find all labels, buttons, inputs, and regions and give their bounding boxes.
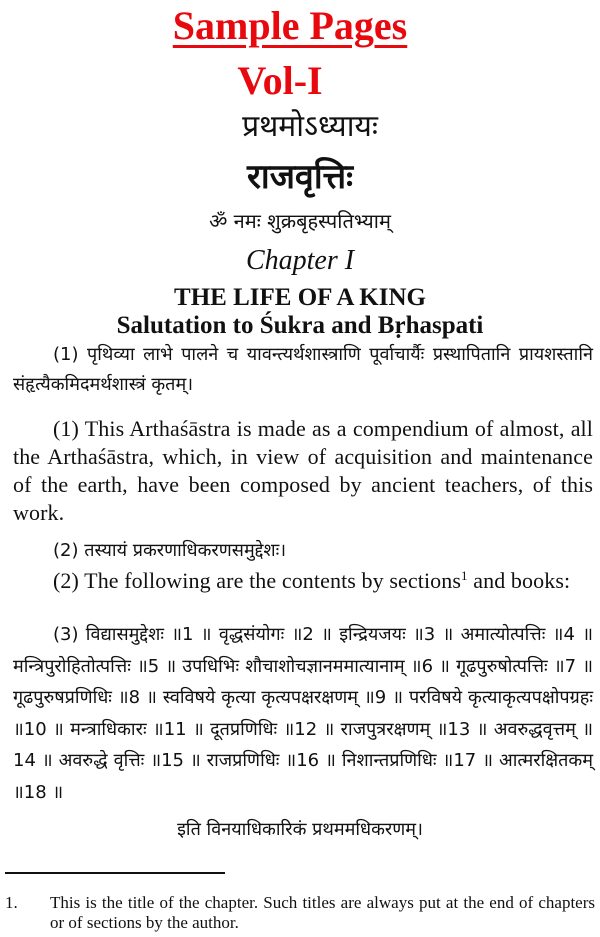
verse-1-sanskrit: (1) पृथिव्या लाभे पालने च यावन्त्यर्थशास्त्राणि पूर्वाचार्यैः प्रस्थापितानि प्रायशस्तानि संहृत्यैकमिदमर्थशास्त्रं कृतम्। bbox=[13, 344, 593, 395]
verse-2-english-tail: and books: bbox=[467, 568, 571, 593]
verse-2-sanskrit: (2) तस्यायं प्रकरणाधिकरणसमुद्देशः। bbox=[53, 540, 287, 561]
verse-3-sanskrit-contents: (3) विद्यासमुद्देशः ॥1 ॥ वृद्धसंयोगः ॥2 ॥ इन्द्रियजयः ॥3 ॥ अमात्योत्पत्तिः ॥4 ॥ मन्त्रिपुरोहितोत्पत्तिः ॥5 ॥ उपधिभिः शौचाशोचज्ञानममात्यानाम् ॥6 ॥ गूढपुरुषोत्पत्तिः ॥7 ॥ गूढपुरुषप्रणिधिः ॥8 ॥ स्वविषये कृत्या कृत्यपक्षरक्षणम् ॥9 ॥ परविषये कृत्याकृत्यपक्षोपग्रहः ॥10 ॥ मन्त्राधिकारः ॥11 ॥ दूतप्रणिधिः ॥12 ॥ राजपुत्ररक्षणम् ॥13 ॥ अवरुद्धवृत्तम् ॥14 ॥ अवरुद्धे वृत्तिः ॥15 ॥ राजप्रणिधिः ॥16 ॥ निशान्तप्रणिधिः ॥17 ॥ आत्मरक्षितकम् ॥18 ॥ bbox=[13, 624, 593, 803]
sample-pages-title: Sample Pages bbox=[172, 3, 408, 48]
sanskrit-chapter-title: राजवृत्तिः bbox=[246, 157, 353, 197]
chapter-subtitle: Salutation to Śukra and Bṛhaspati bbox=[116, 312, 484, 339]
chapter-title: THE LIFE OF A KING bbox=[174, 284, 426, 311]
sanskrit-chapter-heading: प्रथमोऽध्यायः bbox=[242, 109, 378, 144]
invocation: ॐ नमः शुक्रबृहस्पतिभ्याम् bbox=[209, 209, 391, 233]
footnote-number: 1. bbox=[5, 893, 18, 912]
verse-1-english: (1) This Arthaśāstra is made as a compendium of almost, all the Arthaśāstra, which, in view of acquisition and maintenance of the earth, have been composed by ancient teachers, of this work. bbox=[13, 416, 593, 525]
colophon: इति विनयाधिकारिकं प्रथममधिकरणम्। bbox=[177, 819, 423, 840]
verse-2-english-text: (2) The following are the contents by sections bbox=[53, 568, 462, 593]
footnote-reference: 1 bbox=[461, 568, 468, 583]
footnote-text: This is the title of the chapter. Such titles are always put at the end of chapters or of sections by the author. bbox=[50, 893, 595, 932]
chapter-label: Chapter I bbox=[245, 245, 355, 276]
verse-2-english bbox=[13, 567, 593, 595]
footnote-divider bbox=[5, 872, 225, 874]
volume-label: Vol-I bbox=[237, 58, 323, 103]
